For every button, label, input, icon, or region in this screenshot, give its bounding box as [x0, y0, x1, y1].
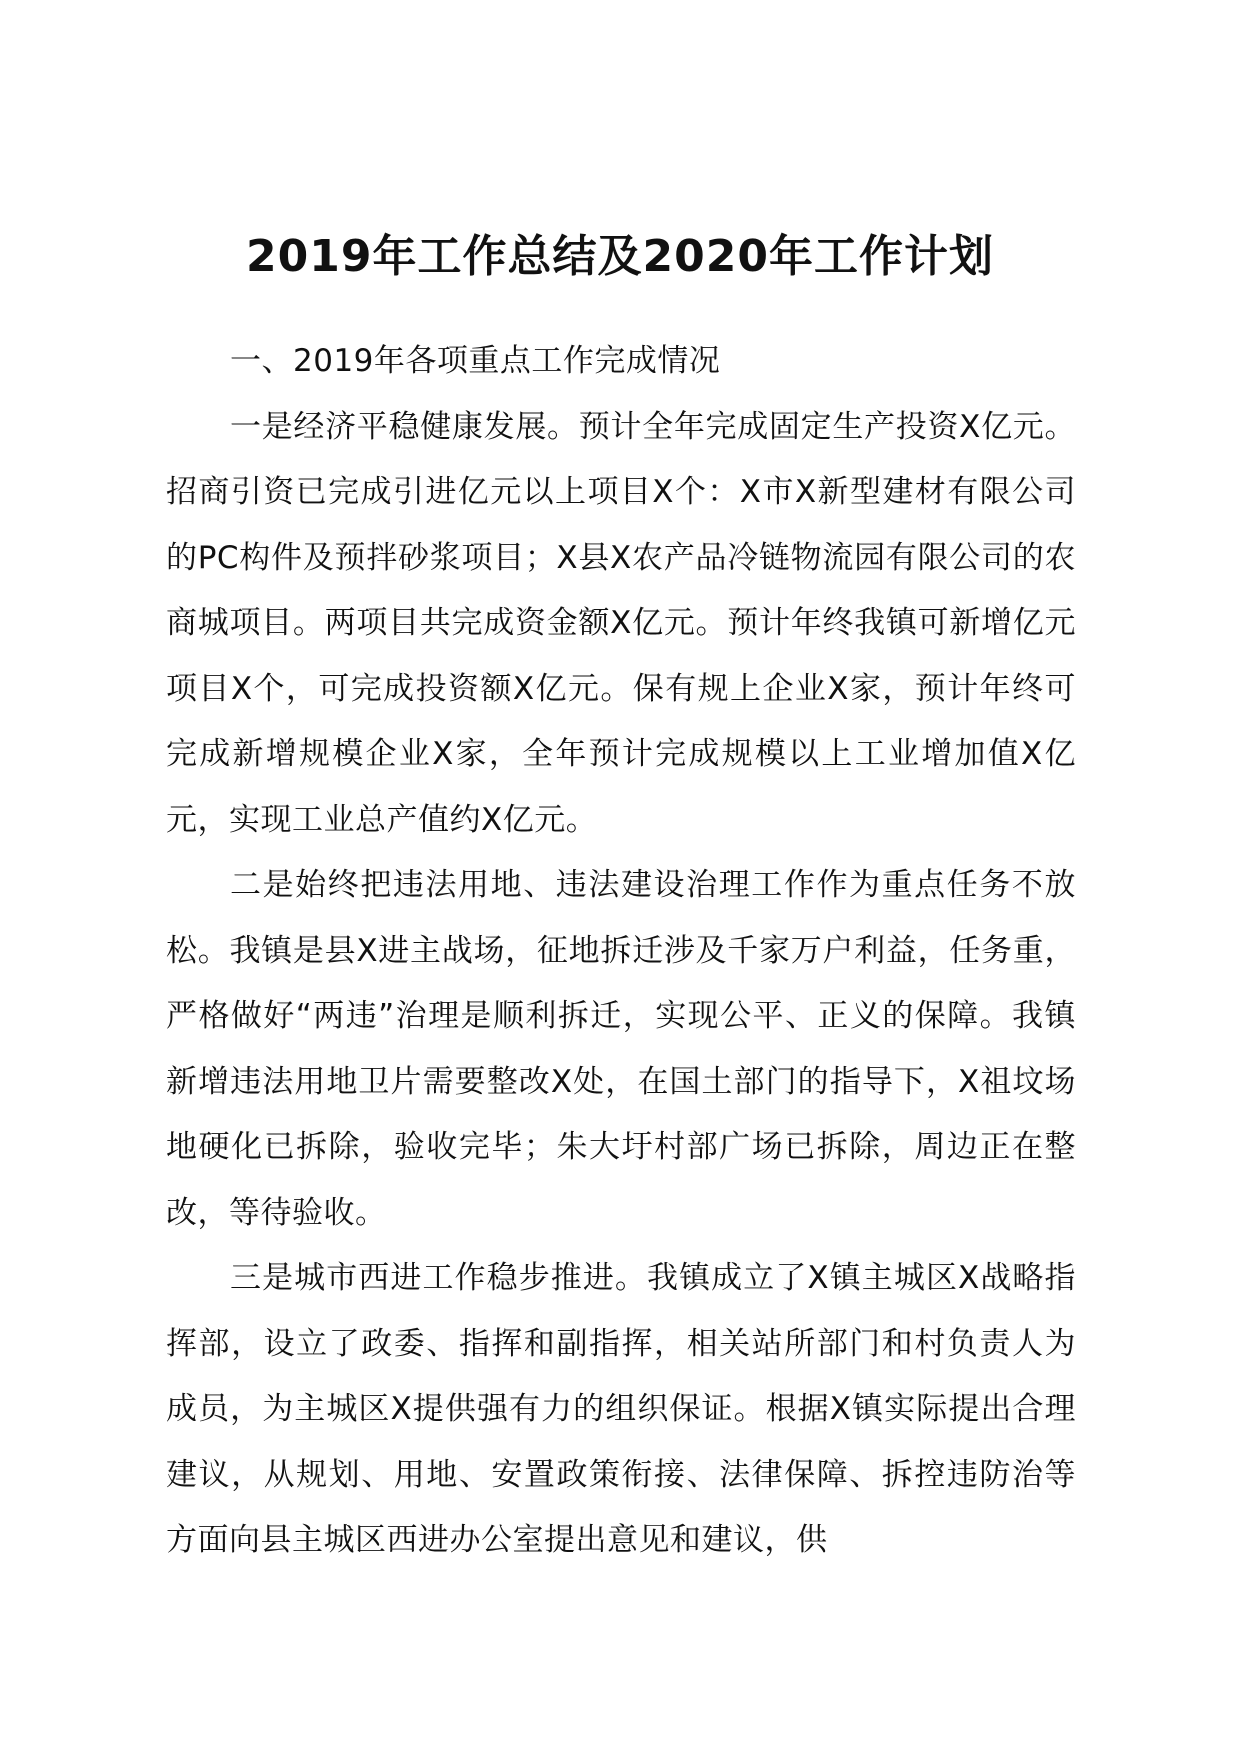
document-body [166, 329, 1076, 1574]
paragraph-economic-development: 一是经济平稳健康发展。预计全年完成固定生产投资X亿元。招商引资已完成引进亿元以上项目X个：X市X新型建材有限公司的PC构件及预拌砂浆项目；X县X农产品冷链物流园有限公司的农商城项目。两项目共完成资金额X亿元。预计年终我镇可新增亿元项目X个，可完成投资额X亿元。保有规上企业X家，预计年终可完成新增规模企业X家，全年预计完成规模以上工业增加值X亿元，实现工业总产值约X亿元。 [166, 408, 1076, 838]
paragraph-illegal-land-governance: 二是始终把违法用地、违法建设治理工作作为重点任务不放松。我镇是县X进主战场，征地拆迁涉及千家万户利益，任务重，严格做好“两违”治理是顺利拆迁，实现公平、正义的保障。我镇新增违法用地卫片需要整改X处，在国土部门的指导下，X祖坟场地硬化已拆除，验收完毕；朱大圩村部广场已拆除，周边正在整改，等待验收。 [166, 867, 1076, 1231]
section-heading: 一、2019年各项重点工作完成情况 [230, 343, 721, 379]
paragraph-city-westward-progress: 三是城市西进工作稳步推进。我镇成立了X镇主城区X战略指挥部，设立了政委、指挥和副指挥，相关站所部门和村负责人为成员，为主城区X提供强有力的组织保证。根据X镇实际提出合理建议，从规划、用地、安置政策衔接、法律保障、拆控违防治等方面向县主城区西进办公室提出意见和建议，供 [166, 1260, 1076, 1558]
document-title: 2019年工作总结及2020年工作计划 [246, 231, 994, 283]
